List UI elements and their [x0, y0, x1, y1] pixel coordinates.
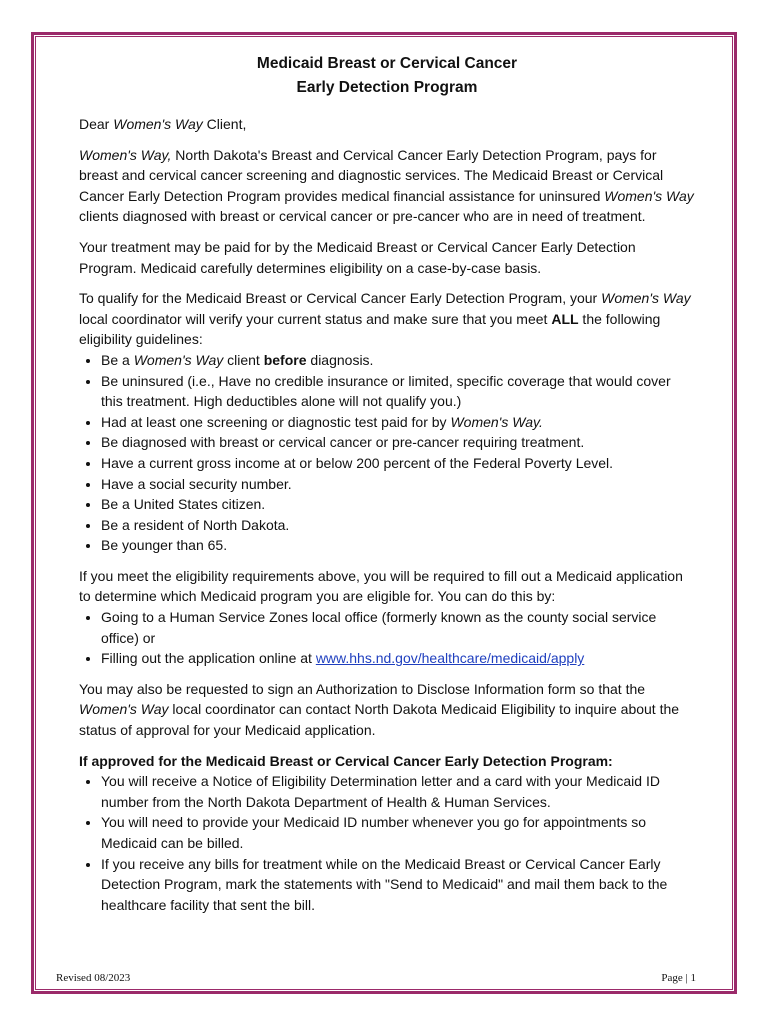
letter-body	[79, 52, 695, 915]
eligibility-item: • Be a resident of North Dakota.	[101, 515, 695, 536]
auth-text-1: You may also be requested to sign an Authorization to Disclose Information form so that the	[79, 680, 646, 697]
qualify-text-1: To qualify for the Medicaid Breast or Cervical Cancer Early Detection Program, your	[79, 290, 602, 307]
eligibility-item: • Be diagnosed with breast or cervical cancer or pre-cancer requiring treatment.	[101, 432, 695, 453]
program-name: Women's Way,	[79, 146, 172, 163]
application-options-list	[79, 607, 695, 669]
program-name: Women's Way	[79, 701, 169, 718]
item-text: Had at least one screening or diagnostic test paid for by	[101, 413, 451, 430]
qualify-text-3: the following eligibility guidelines:	[79, 310, 661, 348]
approved-item: • You will receive a Notice of Eligibility Determination letter and a card with your Medicaid ID number from the North Dakota Department of Health & Human Services.	[101, 771, 695, 812]
title-line-2: Early Detection Program	[296, 79, 478, 96]
program-name: Women's Way	[604, 187, 694, 204]
intro-text-2: clients diagnosed with breast or cervical cancer or pre-cancer who are in need of treatment.	[79, 208, 646, 225]
title-line-1: Medicaid Breast or Cervical Cancer	[256, 55, 518, 72]
greeting	[79, 114, 695, 135]
greeting-post: Client,	[202, 116, 247, 132]
eligibility-item	[101, 412, 695, 433]
page-number: Page | 1	[661, 972, 696, 984]
application-option: • Going to a Human Service Zones local office (formerly known as the county social service office) or	[101, 607, 695, 648]
eligibility-item: • Have a social security number.	[101, 474, 695, 495]
eligibility-item	[101, 350, 695, 371]
eligibility-item: • Be a United States citizen.	[101, 494, 695, 515]
item-text: diagnosis.	[306, 351, 374, 368]
qualify-paragraph	[79, 288, 695, 350]
program-name: Women's Way	[133, 351, 224, 368]
application-paragraph: If you meet the eligibility requirements above, you will be required to fill out a Medicaid application to determine which Medicaid program you are eligible for. You can do this by:	[79, 567, 683, 605]
item-text: Be a	[101, 351, 134, 368]
approved-heading: If approved for the Medicaid Breast or Cervical Cancer Early Detection Program:	[79, 752, 613, 769]
intro-paragraph	[79, 145, 695, 227]
eligibility-item: • Be uninsured (i.e., Have no credible insurance or limited, specific coverage that would cover this treatment. High deductibles alone will not qualify you.)	[101, 371, 695, 412]
auth-text-2: local coordinator can contact North Dakota Medicaid Eligibility to inquire about the status of approval for your Medicaid application.	[79, 701, 680, 739]
greeting-program: Women's Way	[113, 116, 203, 132]
eligibility-list	[79, 350, 695, 556]
approved-item: • You will need to provide your Medicaid ID number whenever you go for appointments so Medicaid can be billed.	[101, 812, 695, 853]
greeting-pre: Dear	[79, 116, 114, 132]
approved-item: • If you receive any bills for treatment while on the Medicaid Breast or Cervical Cancer Early Detection Program, mark the statements with "Send to Medicaid" and mail them back to the healthcare facility that sent the bill.	[101, 854, 695, 916]
eligibility-item: • Be younger than 65.	[101, 535, 695, 556]
medicaid-apply-link[interactable]: www.hhs.nd.gov/healthcare/medicaid/apply	[315, 650, 585, 667]
item-text: client	[223, 351, 264, 368]
before-emphasis: before	[263, 351, 307, 368]
authorization-paragraph	[79, 679, 695, 741]
intro-text-1: North Dakota's Breast and Cervical Cancer Early Detection Program, pays for breast and cervical cancer screening and diagnostic services. The Medicaid Breast or Cervical Cancer Early Detection Program provides medical financial assistance for uninsured	[79, 146, 664, 204]
program-name: Women's Way.	[450, 413, 543, 430]
all-emphasis: ALL	[551, 310, 579, 327]
page-title	[79, 52, 695, 100]
approved-list	[79, 771, 695, 915]
program-name: Women's Way	[601, 290, 691, 307]
eligibility-item: • Have a current gross income at or below 200 percent of the Federal Poverty Level.	[101, 453, 695, 474]
treatment-paragraph: Your treatment may be paid for by the Medicaid Breast or Cervical Cancer Early Detection Program. Medicaid carefully determines eligibility on a case-by-case basis.	[79, 238, 636, 276]
revised-date: Revised 08/2023	[56, 972, 131, 984]
item-text: Filling out the application online at	[101, 650, 316, 667]
application-option	[101, 648, 695, 669]
qualify-text-2: local coordinator will verify your current status and make sure that you meet	[79, 310, 552, 327]
